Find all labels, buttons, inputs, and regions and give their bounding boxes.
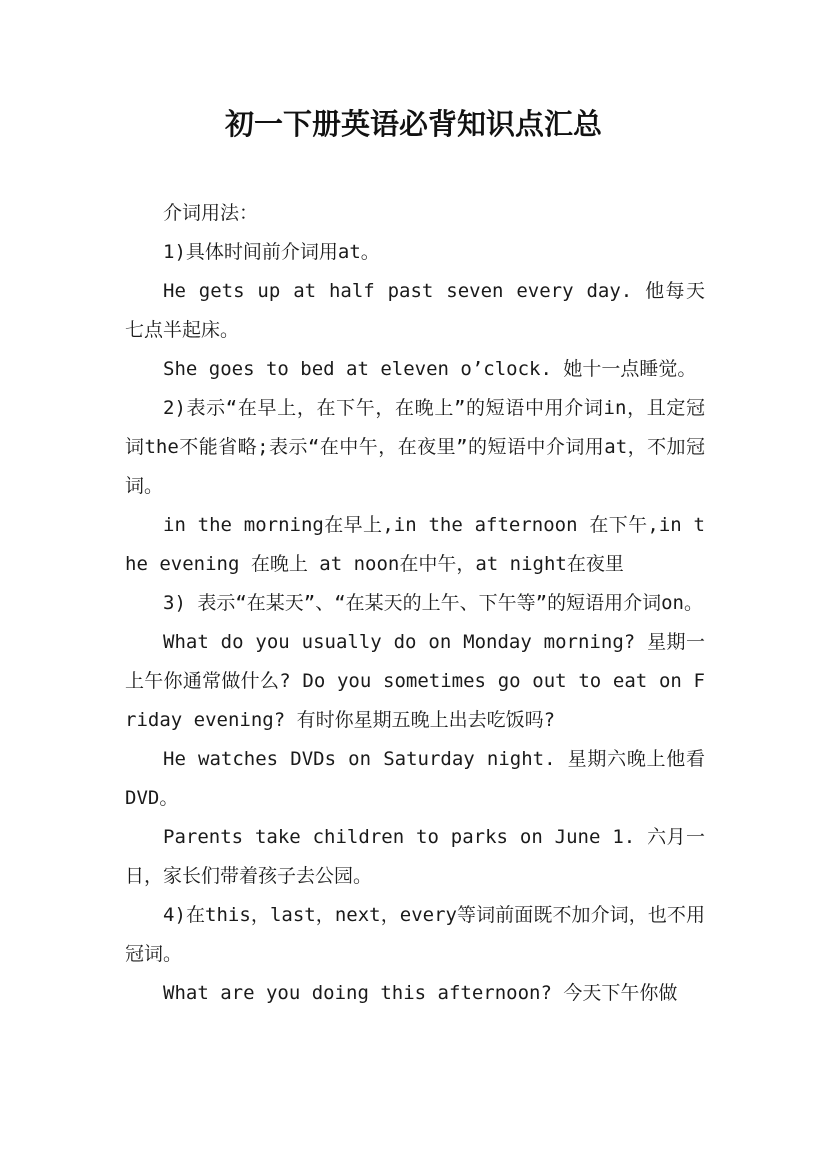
paragraph-rule-4: 4)在this，last，next，every等词前面既不加介词，也不用冠词。 (125, 904, 705, 965)
paragraph-example-3a: What do you usually do on Monday morning? 星期一上午你通常做什么? Do you sometimes go out to eat on Friday evening? 有时你星期五晚上出去吃饭吗? (125, 631, 705, 731)
paragraph-example-3b: He watches DVDs on Saturday night. 星期六晚上他看DVD。 (125, 748, 705, 809)
paragraph-rule-2: 2)表示“在早上，在下午，在晚上”的短语中用介词in，且定冠词the不能省略;表示“在中午，在夜里”的短语中介词用at，不加冠词。 (125, 397, 705, 497)
paragraph-example-4a: What are you doing this afternoon? 今天下午你做 (163, 982, 678, 1004)
document-body (125, 194, 705, 1013)
paragraph-rule-1: 1)具体时间前介词用at。 (163, 241, 380, 263)
paragraph-prepositions-heading: 介词用法： (163, 202, 259, 224)
paragraph-example-2: in the morning在早上,in the afternoon 在下午,in the evening 在晚上 at noon在中午，at night在夜里 (125, 514, 705, 575)
document-title: 初一下册英语必背知识点汇总 (224, 107, 602, 141)
paragraph-example-3c: Parents take children to parks on June 1. 六月一日，家长们带着孩子去公园。 (125, 826, 705, 887)
paragraph-example-1b: She goes to bed at eleven o’clock. 她十一点睡觉。 (163, 358, 697, 380)
paragraph-rule-3: 3) 表示“在某天”、“在某天的上午、下午等”的短语用介词on。 (163, 592, 703, 614)
paragraph-example-1a: He gets up at half past seven every day. 他每天七点半起床。 (125, 280, 705, 341)
